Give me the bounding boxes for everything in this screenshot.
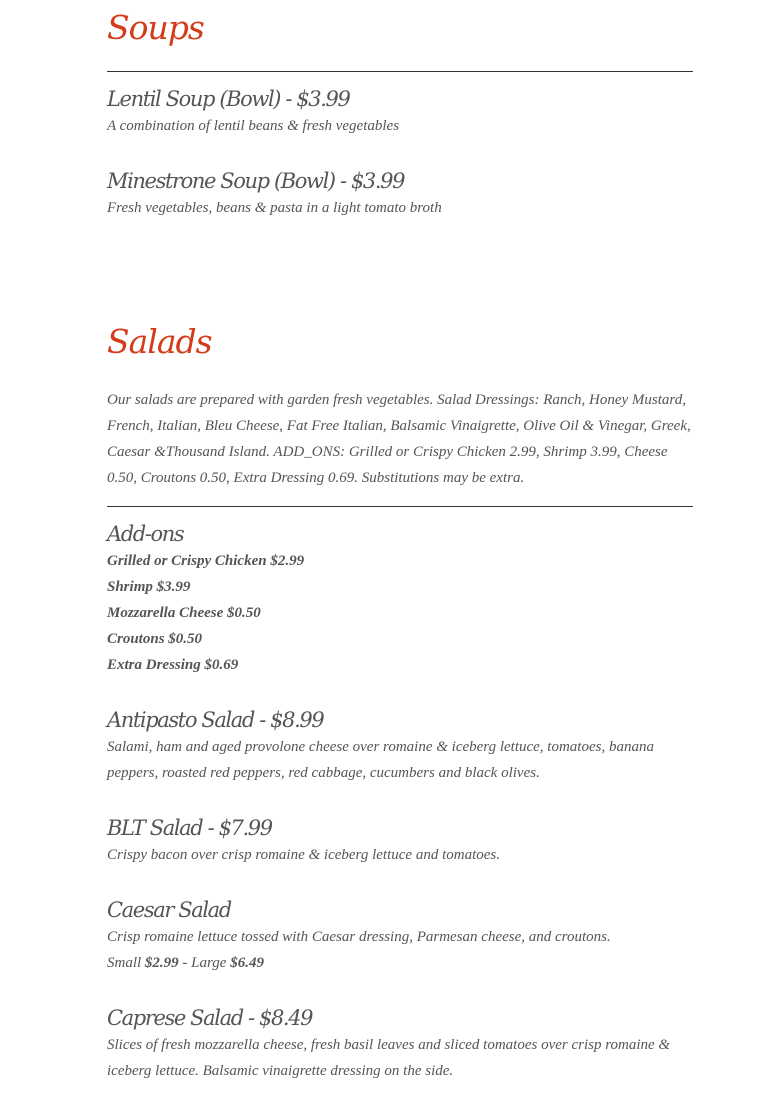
menu-item [107, 1004, 693, 1084]
addons-block [107, 520, 693, 678]
item-name: Antipasto Salad - $8.99 [107, 708, 324, 732]
soups-divider [107, 71, 693, 72]
size-small-price: $2.99 [144, 955, 179, 971]
addon-line: Grilled or Crispy Chicken $2.99 [107, 553, 305, 569]
addons-title: Add-ons [107, 522, 184, 546]
menu-item [107, 814, 693, 868]
menu-item [107, 167, 693, 221]
item-name: Minestrone Soup (Bowl) - $3.99 [107, 169, 405, 193]
salads-heading: Salads [107, 322, 212, 361]
menu-item [107, 706, 693, 786]
addon-line: Mozzarella Cheese $0.50 [107, 605, 261, 621]
item-name: Lentil Soup (Bowl) - $3.99 [107, 87, 350, 111]
salads-intro: Our salads are prepared with garden fresh vegetables. Salad Dressings: Ranch, Honey Mustard, French, Italian, Bleu Cheese, Fat Free Italian, Balsamic Vinaigrette, Olive Oil & Vinegar, Greek, Caesar &Thousand Island. ADD_ONS: Grilled or Crispy Chicken 2.99, Shrimp 3.99, Cheese 0.50, Croutons 0.50, Extra Dressing 0.69. Substitutions may be extra. [107, 392, 691, 486]
size-separator: - Large [178, 955, 231, 971]
item-description: Crispy bacon over crisp romaine & iceberg lettuce and tomatoes. [107, 847, 500, 863]
size-large-price: $6.49 [230, 955, 264, 971]
addon-line: Croutons $0.50 [107, 631, 203, 647]
addon-line: Shrimp $3.99 [107, 579, 191, 595]
soups-heading: Soups [107, 8, 204, 47]
menu-item [107, 896, 693, 976]
item-description: A combination of lentil beans & fresh vegetables [107, 118, 400, 134]
item-description: Fresh vegetables, beans & pasta in a light tomato broth [107, 200, 442, 216]
salads-divider [107, 506, 693, 507]
item-description: Slices of fresh mozzarella cheese, fresh basil leaves and sliced tomatoes over crisp romaine & iceberg lettuce. Balsamic vinaigrette dressing on the side. [107, 1037, 671, 1079]
item-description: Salami, ham and aged provolone cheese over romaine & iceberg lettuce, tomatoes, banana peppers, roasted red peppers, red cabbage, cucumbers and black olives. [107, 739, 654, 781]
item-name: BLT Salad - $7.99 [107, 816, 272, 840]
menu-item [107, 85, 693, 139]
item-name: Caprese Salad - $8.49 [107, 1006, 313, 1030]
size-small-label: Small [107, 955, 145, 971]
item-name: Caesar Salad [107, 898, 231, 922]
item-description: Crisp romaine lettuce tossed with Caesar dressing, Parmesan cheese, and croutons. [107, 929, 611, 945]
item-sizes [107, 950, 693, 976]
addon-line: Extra Dressing $0.69 [107, 657, 239, 673]
